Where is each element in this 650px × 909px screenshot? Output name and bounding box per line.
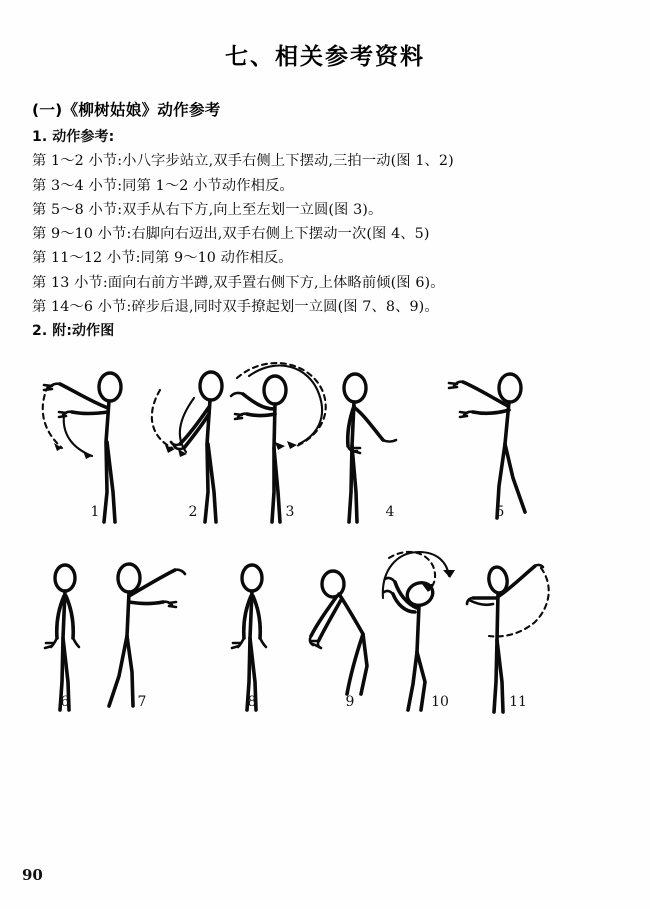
figure-5 bbox=[435, 352, 565, 532]
figure-label: 10 bbox=[431, 694, 449, 710]
body-line: 第 14～6 小节:碎步后退,同时双手撩起划一立圆(图 7、8、9)。 bbox=[32, 299, 439, 316]
figure-row-top bbox=[0, 352, 650, 532]
body-line: 第 13 小节:面向右前方半蹲,双手置右侧下方,上体略前倾(图 6)。 bbox=[32, 274, 445, 291]
body-line: 第 9～10 小节:右脚向右迈出,双手右侧上下摆动一次(图 4、5) bbox=[32, 226, 430, 243]
body-line: 第 3～4 小节:同第 1～2 小节动作相反。 bbox=[32, 177, 294, 194]
body-line: 第 5～8 小节:双手从右下方,向上至左划一立圆(图 3)。 bbox=[32, 201, 383, 218]
page-title: 七、相关参考资料 bbox=[225, 43, 425, 70]
figure-label: 8 bbox=[247, 694, 257, 710]
figure-label: 3 bbox=[285, 504, 295, 520]
body-line: 1. 动作参考: bbox=[32, 129, 115, 145]
body-line: 2. 附:动作图 bbox=[32, 323, 115, 340]
figure-label: 11 bbox=[509, 694, 527, 710]
figure-11 bbox=[453, 542, 583, 722]
page-number: 90 bbox=[22, 866, 43, 884]
figure-row-bottom bbox=[0, 542, 650, 722]
figure-label: 2 bbox=[188, 504, 198, 520]
body-line: 第 11～12 小节:同第 9～10 动作相反。 bbox=[32, 250, 293, 267]
figure-label: 9 bbox=[345, 694, 355, 710]
section-title: (一)《柳树姑娘》动作参考 bbox=[32, 101, 221, 119]
figure-label: 1 bbox=[90, 504, 100, 520]
body-text-block bbox=[32, 125, 622, 344]
figure-label: 7 bbox=[137, 694, 147, 710]
body-line: 第 1～2 小节:小八字步站立,双手右侧上下摆动,三拍一动(图 1、2) bbox=[32, 153, 454, 170]
figure-label: 6 bbox=[60, 694, 70, 710]
figure-label: 4 bbox=[385, 504, 395, 520]
figure-label: 5 bbox=[495, 504, 505, 520]
